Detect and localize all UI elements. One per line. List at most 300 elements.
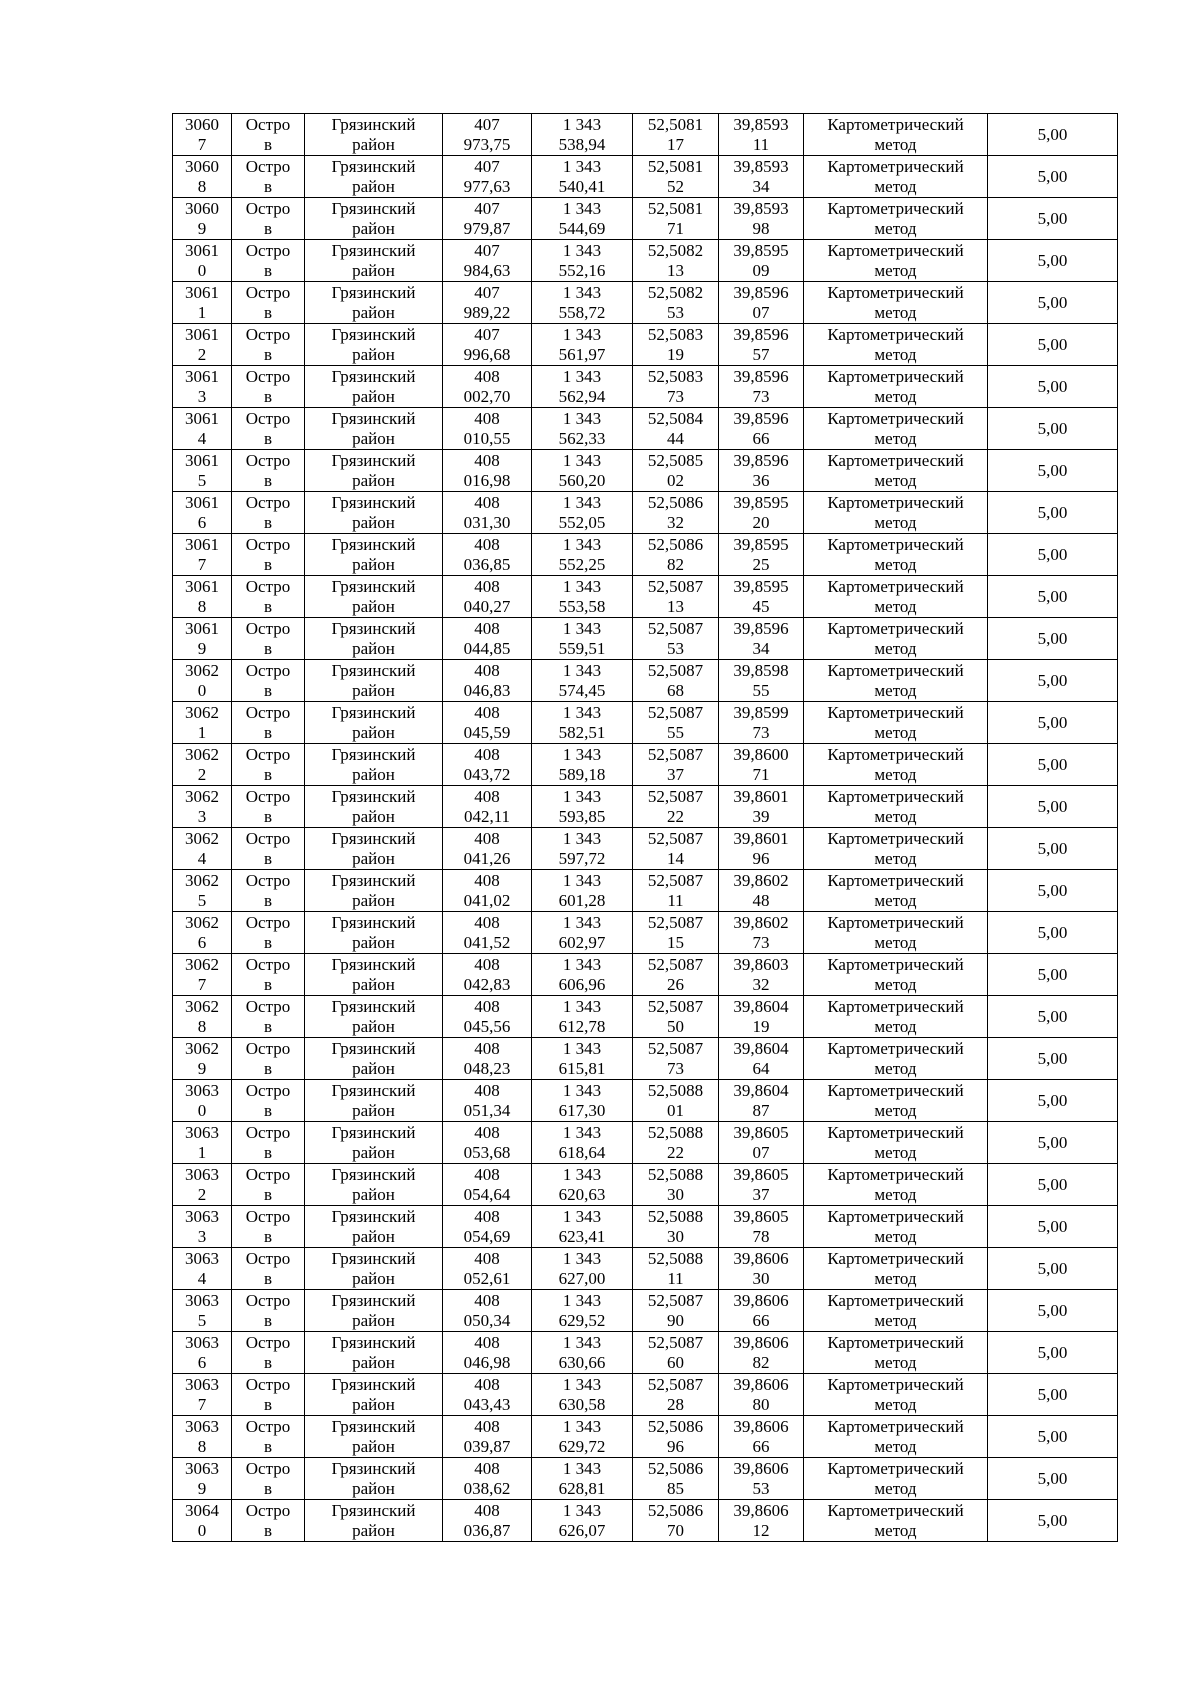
coord-y-cell-line-1: 1 343 <box>562 1248 602 1268</box>
point-number-cell-line-1: 3063 <box>185 1164 219 1184</box>
longitude-cell-line-1: 39,8602 <box>733 912 789 932</box>
method-cell-line-1: Картометрический <box>827 492 964 512</box>
accuracy-cell: 5,00 <box>988 912 1118 954</box>
object-type-cell-line-1: Остро <box>245 1416 291 1436</box>
accuracy-cell: 5,00 <box>988 492 1118 534</box>
object-type-cell-line-2: в <box>263 1394 273 1414</box>
district-cell <box>305 702 443 744</box>
coord-y-cell-line-2: 623,41 <box>558 1226 606 1246</box>
point-number-cell-line-1: 3063 <box>185 1416 219 1436</box>
accuracy-cell: 5,00 <box>988 282 1118 324</box>
longitude-cell-line-1: 39,8606 <box>733 1500 789 1520</box>
method-cell-line-1: Картометрический <box>827 660 964 680</box>
object-type-cell-line-2: в <box>263 1520 273 1540</box>
longitude-cell-line-2: 37 <box>752 1184 770 1204</box>
coord-y-cell <box>532 828 633 870</box>
point-number-cell-line-1: 3060 <box>185 156 219 176</box>
district-cell-line-1: Грязинский <box>331 156 416 176</box>
longitude-cell <box>719 1416 804 1458</box>
point-number-cell-line-2: 3 <box>197 806 207 826</box>
latitude-cell-line-2: 19 <box>667 344 684 364</box>
latitude-cell-line-1: 52,5083 <box>647 366 704 386</box>
longitude-cell <box>719 1164 804 1206</box>
object-type-cell-line-2: в <box>263 596 273 616</box>
district-cell-line-1: Грязинский <box>331 912 416 932</box>
accuracy-cell: 5,00 <box>988 1374 1118 1416</box>
point-number-cell-line-1: 3061 <box>185 450 219 470</box>
object-type-cell-line-2: в <box>263 176 273 196</box>
method-cell <box>804 786 988 828</box>
method-cell-line-2: метод <box>874 1520 917 1540</box>
longitude-cell <box>719 156 804 198</box>
coord-x-cell <box>443 1248 532 1290</box>
longitude-cell <box>719 324 804 366</box>
latitude-cell-line-2: 82 <box>667 554 684 574</box>
object-type-cell <box>232 828 305 870</box>
latitude-cell-line-1: 52,5087 <box>647 660 704 680</box>
district-cell-line-2: район <box>352 1058 395 1078</box>
coord-x-cell-line-1: 408 <box>474 1416 500 1436</box>
district-cell-line-2: район <box>352 344 395 364</box>
accuracy-cell: 5,00 <box>988 576 1118 618</box>
district-cell-line-2: район <box>352 1436 395 1456</box>
accuracy-cell: 5,00 <box>988 366 1118 408</box>
coord-x-cell-line-1: 408 <box>474 660 500 680</box>
point-number-cell-line-2: 2 <box>197 764 207 784</box>
method-cell-line-2: метод <box>874 680 917 700</box>
longitude-cell-line-1: 39,8593 <box>733 114 789 134</box>
longitude-cell-line-1: 39,8595 <box>733 576 789 596</box>
district-cell-line-1: Грязинский <box>331 450 416 470</box>
coord-y-cell <box>532 198 633 240</box>
object-type-cell-line-2: в <box>263 1310 273 1330</box>
method-cell-line-1: Картометрический <box>827 366 964 386</box>
longitude-cell <box>719 114 804 156</box>
coord-x-cell-line-1: 408 <box>474 996 500 1016</box>
coord-x-cell <box>443 1416 532 1458</box>
latitude-cell-line-1: 52,5081 <box>647 156 704 176</box>
point-number-cell <box>173 198 232 240</box>
district-cell <box>305 1290 443 1332</box>
longitude-cell <box>719 576 804 618</box>
object-type-cell-line-2: в <box>263 344 273 364</box>
point-number-cell-line-2: 8 <box>197 1436 207 1456</box>
district-cell <box>305 408 443 450</box>
point-number-cell-line-1: 3063 <box>185 1248 219 1268</box>
object-type-cell-line-2: в <box>263 512 273 532</box>
coord-y-cell <box>532 744 633 786</box>
longitude-cell <box>719 1248 804 1290</box>
district-cell-line-1: Грязинский <box>331 1038 416 1058</box>
accuracy-cell: 5,00 <box>988 870 1118 912</box>
object-type-cell-line-2: в <box>263 1058 273 1078</box>
longitude-cell <box>719 1038 804 1080</box>
district-cell-line-1: Грязинский <box>331 1374 416 1394</box>
table-row <box>173 1164 1118 1206</box>
latitude-cell-line-1: 52,5087 <box>647 828 704 848</box>
coord-x-cell <box>443 1500 532 1542</box>
coord-x-cell <box>443 1332 532 1374</box>
district-cell <box>305 492 443 534</box>
object-type-cell-line-1: Остро <box>245 954 291 974</box>
point-number-cell-line-1: 3063 <box>185 1332 219 1352</box>
latitude-cell-line-2: 30 <box>667 1184 684 1204</box>
coord-x-cell-line-1: 408 <box>474 1374 500 1394</box>
longitude-cell <box>719 1080 804 1122</box>
point-number-cell-line-1: 3061 <box>185 408 219 428</box>
object-type-cell-line-1: Остро <box>245 198 291 218</box>
point-number-cell <box>173 1458 232 1500</box>
longitude-cell-line-1: 39,8598 <box>733 660 789 680</box>
latitude-cell-line-1: 52,5087 <box>647 618 704 638</box>
district-cell <box>305 1416 443 1458</box>
coord-y-cell <box>532 702 633 744</box>
method-cell <box>804 1374 988 1416</box>
coord-x-cell-line-2: 002,70 <box>463 386 511 406</box>
latitude-cell-line-2: 55 <box>667 722 684 742</box>
longitude-cell-line-2: 39 <box>752 806 770 826</box>
coord-y-cell <box>532 1374 633 1416</box>
table-row <box>173 744 1118 786</box>
coord-y-cell-line-2: 552,16 <box>558 260 606 280</box>
longitude-cell-line-1: 39,8593 <box>733 198 789 218</box>
coord-x-cell-line-1: 407 <box>474 324 500 344</box>
point-number-cell <box>173 1248 232 1290</box>
object-type-cell-line-2: в <box>263 1100 273 1120</box>
method-cell <box>804 996 988 1038</box>
coord-x-cell-line-1: 408 <box>474 1164 500 1184</box>
coord-x-cell <box>443 828 532 870</box>
district-cell-line-1: Грязинский <box>331 1500 416 1520</box>
latitude-cell <box>633 618 719 660</box>
method-cell <box>804 198 988 240</box>
latitude-cell <box>633 324 719 366</box>
point-number-cell-line-2: 8 <box>197 176 207 196</box>
object-type-cell <box>232 702 305 744</box>
table-row <box>173 408 1118 450</box>
point-number-cell <box>173 870 232 912</box>
table-row <box>173 1248 1118 1290</box>
object-type-cell-line-2: в <box>263 848 273 868</box>
coord-x-cell-line-2: 036,87 <box>463 1520 511 1540</box>
district-cell <box>305 534 443 576</box>
method-cell <box>804 660 988 702</box>
coord-y-cell-line-1: 1 343 <box>562 450 602 470</box>
coord-y-cell <box>532 534 633 576</box>
accuracy-cell: 5,00 <box>988 1038 1118 1080</box>
longitude-cell-line-1: 39,8596 <box>733 366 789 386</box>
latitude-cell-line-2: 13 <box>667 260 684 280</box>
point-number-cell-line-2: 8 <box>197 1016 207 1036</box>
longitude-cell-line-1: 39,8606 <box>733 1332 789 1352</box>
coord-y-cell-line-1: 1 343 <box>562 366 602 386</box>
point-number-cell <box>173 660 232 702</box>
district-cell-line-1: Грязинский <box>331 240 416 260</box>
coord-x-cell-line-2: 043,72 <box>463 764 511 784</box>
latitude-cell-line-2: 37 <box>667 764 684 784</box>
table-row <box>173 1500 1118 1542</box>
point-number-cell-line-2: 0 <box>197 680 207 700</box>
point-number-cell <box>173 1038 232 1080</box>
latitude-cell-line-2: 11 <box>667 890 684 910</box>
latitude-cell-line-2: 14 <box>667 848 684 868</box>
coord-x-cell <box>443 1080 532 1122</box>
coord-x-cell-line-2: 036,85 <box>463 554 511 574</box>
longitude-cell <box>719 912 804 954</box>
method-cell-line-2: метод <box>874 218 917 238</box>
object-type-cell-line-2: в <box>263 428 273 448</box>
longitude-cell <box>719 1500 804 1542</box>
coord-x-cell <box>443 996 532 1038</box>
longitude-cell-line-1: 39,8604 <box>733 1080 789 1100</box>
method-cell-line-1: Картометрический <box>827 702 964 722</box>
district-cell-line-2: район <box>352 386 395 406</box>
coord-x-cell <box>443 702 532 744</box>
coord-y-cell-line-2: 558,72 <box>558 302 606 322</box>
method-cell-line-1: Картометрический <box>827 996 964 1016</box>
latitude-cell <box>633 828 719 870</box>
latitude-cell-line-1: 52,5081 <box>647 114 704 134</box>
point-number-cell <box>173 1080 232 1122</box>
latitude-cell <box>633 492 719 534</box>
method-cell-line-2: метод <box>874 806 917 826</box>
longitude-cell-line-2: 73 <box>752 722 770 742</box>
longitude-cell <box>719 1122 804 1164</box>
coord-y-cell <box>532 1332 633 1374</box>
coord-x-cell <box>443 240 532 282</box>
method-cell <box>804 1080 988 1122</box>
longitude-cell-line-2: 64 <box>752 1058 770 1078</box>
object-type-cell <box>232 786 305 828</box>
latitude-cell <box>633 534 719 576</box>
latitude-cell-line-1: 52,5087 <box>647 786 704 806</box>
latitude-cell-line-2: 30 <box>667 1226 684 1246</box>
method-cell-line-2: метод <box>874 1394 917 1414</box>
object-type-cell <box>232 1290 305 1332</box>
coord-x-cell-line-1: 407 <box>474 240 500 260</box>
point-number-cell <box>173 576 232 618</box>
longitude-cell-line-1: 39,8596 <box>733 408 789 428</box>
method-cell <box>804 408 988 450</box>
coord-y-cell <box>532 1206 633 1248</box>
district-cell-line-1: Грязинский <box>331 492 416 512</box>
coord-x-cell <box>443 744 532 786</box>
table-row <box>173 1332 1118 1374</box>
latitude-cell <box>633 1290 719 1332</box>
method-cell-line-2: метод <box>874 848 917 868</box>
coord-y-cell <box>532 996 633 1038</box>
table-row <box>173 618 1118 660</box>
accuracy-cell: 5,00 <box>988 1206 1118 1248</box>
latitude-cell-line-1: 52,5087 <box>647 1374 704 1394</box>
method-cell-line-1: Картометрический <box>827 1416 964 1436</box>
coord-x-cell-line-1: 407 <box>474 114 500 134</box>
coord-x-cell-line-1: 408 <box>474 1038 500 1058</box>
table-row <box>173 1416 1118 1458</box>
coord-y-cell-line-1: 1 343 <box>562 1374 602 1394</box>
method-cell-line-1: Картометрический <box>827 1458 964 1478</box>
method-cell <box>804 1332 988 1374</box>
point-number-cell-line-1: 3063 <box>185 1374 219 1394</box>
accuracy-cell: 5,00 <box>988 324 1118 366</box>
district-cell-line-1: Грязинский <box>331 828 416 848</box>
point-number-cell-line-1: 3064 <box>185 1500 219 1520</box>
method-cell <box>804 1458 988 1500</box>
object-type-cell-line-2: в <box>263 806 273 826</box>
coord-y-cell-line-2: 597,72 <box>558 848 606 868</box>
object-type-cell <box>232 954 305 996</box>
latitude-cell-line-1: 52,5087 <box>647 1332 704 1352</box>
table-row <box>173 660 1118 702</box>
point-number-cell <box>173 744 232 786</box>
latitude-cell-line-2: 13 <box>667 596 684 616</box>
district-cell <box>305 366 443 408</box>
method-cell <box>804 1248 988 1290</box>
method-cell-line-2: метод <box>874 890 917 910</box>
coord-x-cell-line-2: 048,23 <box>463 1058 511 1078</box>
latitude-cell-line-2: 17 <box>667 134 684 154</box>
district-cell-line-2: район <box>352 260 395 280</box>
point-number-cell <box>173 1374 232 1416</box>
latitude-cell <box>633 1164 719 1206</box>
point-number-cell <box>173 1416 232 1458</box>
coord-x-cell-line-2: 979,87 <box>463 218 511 238</box>
coord-y-cell-line-1: 1 343 <box>562 156 602 176</box>
method-cell-line-1: Картометрический <box>827 156 964 176</box>
method-cell-line-2: метод <box>874 1100 917 1120</box>
coord-x-cell <box>443 618 532 660</box>
district-cell-line-1: Грязинский <box>331 618 416 638</box>
point-number-cell-line-2: 2 <box>197 1184 207 1204</box>
method-cell-line-1: Картометрический <box>827 1290 964 1310</box>
longitude-cell-line-1: 39,8606 <box>733 1416 789 1436</box>
table-row <box>173 240 1118 282</box>
district-cell-line-1: Грязинский <box>331 1416 416 1436</box>
coord-x-cell-line-1: 408 <box>474 1458 500 1478</box>
longitude-cell <box>719 618 804 660</box>
latitude-cell <box>633 786 719 828</box>
accuracy-cell: 5,00 <box>988 114 1118 156</box>
coord-x-cell-line-2: 054,69 <box>463 1226 511 1246</box>
latitude-cell-line-1: 52,5087 <box>647 954 704 974</box>
coord-y-cell-line-1: 1 343 <box>562 114 602 134</box>
coord-y-cell <box>532 324 633 366</box>
district-cell <box>305 828 443 870</box>
district-cell-line-1: Грязинский <box>331 576 416 596</box>
coord-y-cell <box>532 1290 633 1332</box>
table-row <box>173 366 1118 408</box>
coord-x-cell-line-1: 407 <box>474 282 500 302</box>
coord-x-cell-line-1: 408 <box>474 870 500 890</box>
object-type-cell-line-1: Остро <box>245 282 291 302</box>
longitude-cell <box>719 366 804 408</box>
object-type-cell-line-2: в <box>263 764 273 784</box>
object-type-cell <box>232 1206 305 1248</box>
point-number-cell <box>173 492 232 534</box>
point-number-cell-line-2: 0 <box>197 260 207 280</box>
longitude-cell-line-1: 39,8604 <box>733 1038 789 1058</box>
coord-y-cell-line-1: 1 343 <box>562 1080 602 1100</box>
coord-x-cell-line-2: 045,56 <box>463 1016 511 1036</box>
coord-x-cell <box>443 786 532 828</box>
accuracy-cell: 5,00 <box>988 1500 1118 1542</box>
district-cell-line-2: район <box>352 1268 395 1288</box>
coord-x-cell-line-1: 408 <box>474 828 500 848</box>
latitude-cell <box>633 1500 719 1542</box>
district-cell-line-2: район <box>352 554 395 574</box>
district-cell-line-2: район <box>352 134 395 154</box>
method-cell-line-1: Картометрический <box>827 198 964 218</box>
point-number-cell <box>173 702 232 744</box>
longitude-cell-line-1: 39,8606 <box>733 1374 789 1394</box>
coord-y-cell-line-1: 1 343 <box>562 702 602 722</box>
latitude-cell <box>633 576 719 618</box>
district-cell-line-2: район <box>352 428 395 448</box>
object-type-cell-line-2: в <box>263 1268 273 1288</box>
district-cell <box>305 1206 443 1248</box>
point-number-cell-line-2: 9 <box>197 638 207 658</box>
longitude-cell <box>719 1374 804 1416</box>
point-number-cell <box>173 1164 232 1206</box>
table-row <box>173 954 1118 996</box>
point-number-cell-line-1: 3062 <box>185 996 219 1016</box>
object-type-cell-line-2: в <box>263 722 273 742</box>
coord-y-cell-line-2: 617,30 <box>558 1100 606 1120</box>
latitude-cell-line-1: 52,5081 <box>647 198 704 218</box>
coord-x-cell <box>443 954 532 996</box>
accuracy-cell: 5,00 <box>988 198 1118 240</box>
district-cell-line-1: Грязинский <box>331 366 416 386</box>
method-cell-line-1: Картометрический <box>827 408 964 428</box>
coord-x-cell <box>443 408 532 450</box>
point-number-cell-line-2: 0 <box>197 1520 207 1540</box>
longitude-cell-line-1: 39,8606 <box>733 1290 789 1310</box>
point-number-cell-line-2: 6 <box>197 932 207 952</box>
coord-y-cell-line-1: 1 343 <box>562 576 602 596</box>
coord-x-cell-line-2: 041,52 <box>463 932 511 952</box>
object-type-cell-line-1: Остро <box>245 786 291 806</box>
method-cell-line-1: Картометрический <box>827 912 964 932</box>
object-type-cell-line-1: Остро <box>245 1080 291 1100</box>
object-type-cell <box>232 1038 305 1080</box>
district-cell-line-1: Грязинский <box>331 786 416 806</box>
point-number-cell <box>173 1206 232 1248</box>
longitude-cell-line-1: 39,8603 <box>733 954 789 974</box>
longitude-cell <box>719 660 804 702</box>
latitude-cell <box>633 1458 719 1500</box>
district-cell-line-1: Грязинский <box>331 282 416 302</box>
latitude-cell-line-2: 28 <box>667 1394 684 1414</box>
latitude-cell <box>633 282 719 324</box>
coord-x-cell-line-1: 408 <box>474 702 500 722</box>
coord-x-cell-line-2: 053,68 <box>463 1142 511 1162</box>
district-cell <box>305 912 443 954</box>
method-cell-line-1: Картометрический <box>827 744 964 764</box>
coord-x-cell-line-1: 407 <box>474 156 500 176</box>
district-cell <box>305 1332 443 1374</box>
coord-x-cell-line-2: 054,64 <box>463 1184 511 1204</box>
method-cell <box>804 240 988 282</box>
point-number-cell <box>173 156 232 198</box>
point-number-cell <box>173 240 232 282</box>
table-row <box>173 996 1118 1038</box>
latitude-cell-line-1: 52,5088 <box>647 1248 704 1268</box>
coord-x-cell-line-1: 408 <box>474 744 500 764</box>
method-cell <box>804 1416 988 1458</box>
longitude-cell <box>719 786 804 828</box>
district-cell <box>305 660 443 702</box>
accuracy-cell: 5,00 <box>988 408 1118 450</box>
